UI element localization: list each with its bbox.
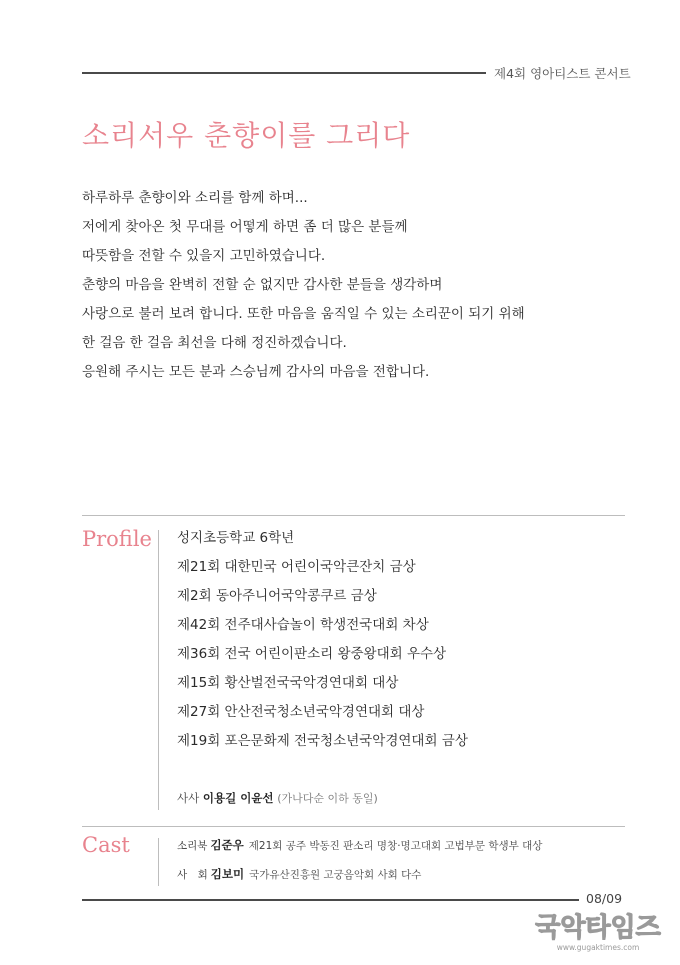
cast-desc: 국가유산진흥원 고궁음악회 사회 다수 xyxy=(249,869,422,881)
profile-item: 제2회 동아주니어국악콩쿠르 금상 xyxy=(177,588,377,604)
cast-row-drummer xyxy=(177,837,542,853)
profile-item: 제42회 전주대사습놀이 학생전국대회 차상 xyxy=(177,617,429,633)
watermark-text: 국악타임즈 xyxy=(535,913,661,943)
page-number: 08/09 xyxy=(586,891,623,906)
cast-desc: 제21회 공주 박동진 판소리 명창·명고대회 고법부문 학생부 대상 xyxy=(248,840,543,852)
profile-item: 제27회 안산전국청소년국악경연대회 대상 xyxy=(177,704,425,720)
teacher-names: 이용길 이윤선 xyxy=(202,791,274,805)
concert-label: 제4회 영아티스트 콘서트 xyxy=(494,66,631,81)
cast-row-host xyxy=(177,866,421,882)
cast-role: 소리북 xyxy=(177,840,208,852)
header-rule xyxy=(82,72,486,74)
profile-divider xyxy=(82,515,625,516)
profile-vertical-rule xyxy=(158,530,159,810)
profile-list xyxy=(177,524,468,756)
page-title: 소리서우 춘향이를 그리다 xyxy=(82,119,411,152)
cast-vertical-rule xyxy=(158,838,159,886)
intro-line: 저에게 찾아온 첫 무대를 어떻게 하면 좀 더 많은 분들께 xyxy=(82,219,408,235)
intro-line: 응원해 주시는 모든 분과 스승님께 감사의 마음을 전합니다. xyxy=(82,364,430,380)
intro-text xyxy=(82,184,602,387)
profile-item: 제15회 황산벌전국국악경연대회 대상 xyxy=(177,675,399,691)
teacher-note: (가나다순 이하 동일) xyxy=(277,792,378,805)
profile-item: 성지초등학교 6학년 xyxy=(177,530,295,546)
intro-line: 하루하루 춘향이와 소리를 함께 하며... xyxy=(82,190,308,206)
profile-heading: Profile xyxy=(82,527,152,551)
intro-line: 한 걸음 한 걸음 최선을 다해 정진하겠습니다. xyxy=(82,335,347,351)
watermark-logo-graphic xyxy=(528,906,668,956)
teacher-line xyxy=(177,790,378,806)
profile-item: 제19회 포은문화제 전국청소년국악경연대회 금상 xyxy=(177,733,468,749)
watermark-url: www.gugaktimes.com xyxy=(556,943,640,952)
footer-rule xyxy=(82,899,579,901)
cast-name: 김보미 xyxy=(210,867,245,881)
intro-line: 사랑으로 불러 보려 합니다. 또한 마음을 움직일 수 있는 소리꾼이 되기 위해 xyxy=(82,306,525,322)
cast-role: 사 회 xyxy=(177,869,208,881)
teacher-role: 사사 xyxy=(177,791,200,805)
profile-item: 제21회 대한민국 어린이국악큰잔치 금상 xyxy=(177,559,416,575)
profile-item: 제36회 전국 어린이판소리 왕중왕대회 우수상 xyxy=(177,646,447,662)
intro-line: 따뜻함을 전할 수 있을지 고민하였습니다. xyxy=(82,248,326,264)
cast-divider xyxy=(82,826,625,827)
cast-heading: Cast xyxy=(82,833,130,857)
intro-line: 춘향의 마음을 완벽히 전할 순 없지만 감사한 분들을 생각하며 xyxy=(82,277,443,293)
watermark-logo xyxy=(528,906,668,956)
cast-name: 김준우 xyxy=(210,838,244,852)
